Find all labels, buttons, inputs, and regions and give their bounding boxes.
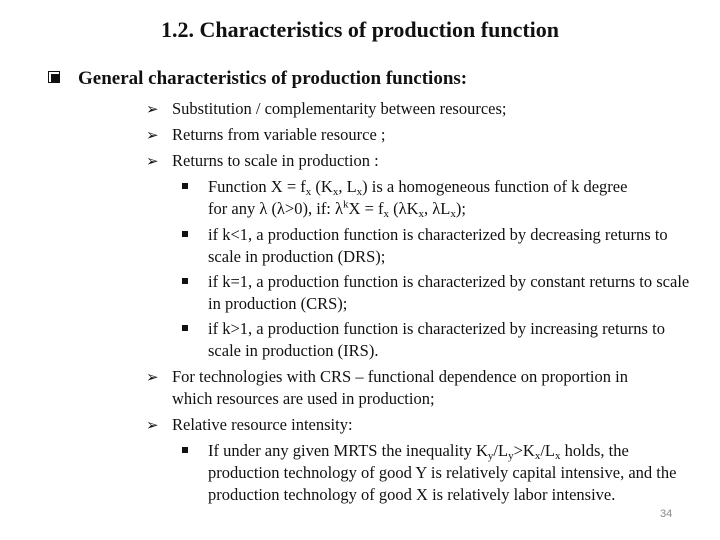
arrowhead-icon: ➢	[146, 126, 159, 144]
formula-text: Function X = f	[208, 177, 306, 196]
formula-text: for any λ (λ>0), if: λ	[208, 199, 344, 218]
formula-text: (λK	[389, 199, 419, 218]
subscript: x	[450, 208, 456, 220]
formula-text: );	[455, 199, 466, 218]
small-square-icon	[182, 447, 188, 453]
arrowhead-icon: ➢	[146, 368, 159, 386]
section-heading-text: General characteristics of production functions:	[78, 68, 468, 89]
formula-text: /L	[493, 441, 509, 460]
subscript: x	[555, 450, 561, 462]
arrowhead-icon: ➢	[146, 100, 159, 118]
subscript: x	[383, 208, 389, 220]
bullet-crs-technologies	[146, 366, 628, 410]
bullet-text: Returns from variable resource ;	[172, 125, 386, 144]
arrowhead-icon: ➢	[146, 152, 159, 170]
bullet-text: Relative resource intensity:	[172, 415, 353, 434]
sub-item-text: if k=1, a production function is characterized by constant returns to scale in production (CRS);	[208, 272, 690, 313]
subscript: x	[356, 186, 363, 198]
small-square-icon	[182, 325, 188, 331]
sub-item-crs	[208, 271, 700, 315]
small-square-icon	[182, 183, 188, 189]
sub-item-irs	[208, 318, 700, 362]
page-number: 34	[660, 508, 673, 520]
checkbox-square-icon	[48, 71, 60, 83]
formula-text: >K	[513, 441, 535, 460]
superscript: k	[343, 198, 349, 211]
formula-text: holds, the production technology of good Y is relatively capital intensive, and the production technology of good X is relatively labor intensive.	[208, 441, 677, 504]
formula-text: (K	[311, 177, 333, 196]
subscript: x	[534, 450, 541, 462]
page-title: 1.2. Characteristics of production function	[160, 17, 560, 42]
sub-item-drs	[208, 224, 700, 268]
subscript: x	[332, 186, 339, 198]
bullet-text: For technologies with CRS – functional dependence on proportion in	[172, 367, 628, 386]
subscript: y	[508, 450, 514, 462]
formula-text: , L	[338, 177, 357, 196]
bullet-relative-intensity	[146, 414, 353, 436]
formula-text: /L	[540, 441, 555, 460]
subscript: y	[487, 450, 494, 462]
formula-text: , λL	[424, 199, 451, 218]
bullet-substitution	[146, 98, 507, 120]
subscript: x	[418, 208, 425, 220]
bullet-returns-variable	[146, 124, 386, 146]
sub-item-homogeneous-function	[208, 176, 700, 220]
sub-item-text: if k<1, a production function is characterized by decreasing returns to scale in production (DRS);	[208, 225, 668, 266]
formula-text: ) is a homogeneous function of k degree	[362, 177, 628, 196]
sub-item-mrts	[208, 440, 700, 506]
bullet-text: Returns to scale in production :	[172, 151, 379, 170]
bullet-text: Substitution / complementarity between resources;	[172, 99, 507, 118]
bullet-returns-scale	[146, 150, 379, 172]
bullet-text: which resources are used in production;	[172, 389, 435, 408]
subscript: x	[305, 186, 312, 198]
formula-text: X = f	[348, 199, 384, 218]
arrowhead-icon: ➢	[146, 416, 159, 434]
section-heading	[78, 68, 467, 90]
formula-text: If under any given MRTS the inequality K	[208, 441, 488, 460]
small-square-icon	[182, 231, 188, 237]
sub-item-text: if k>1, a production function is characterized by increasing returns to scale in production (IRS).	[208, 319, 665, 360]
small-square-icon	[182, 278, 188, 284]
